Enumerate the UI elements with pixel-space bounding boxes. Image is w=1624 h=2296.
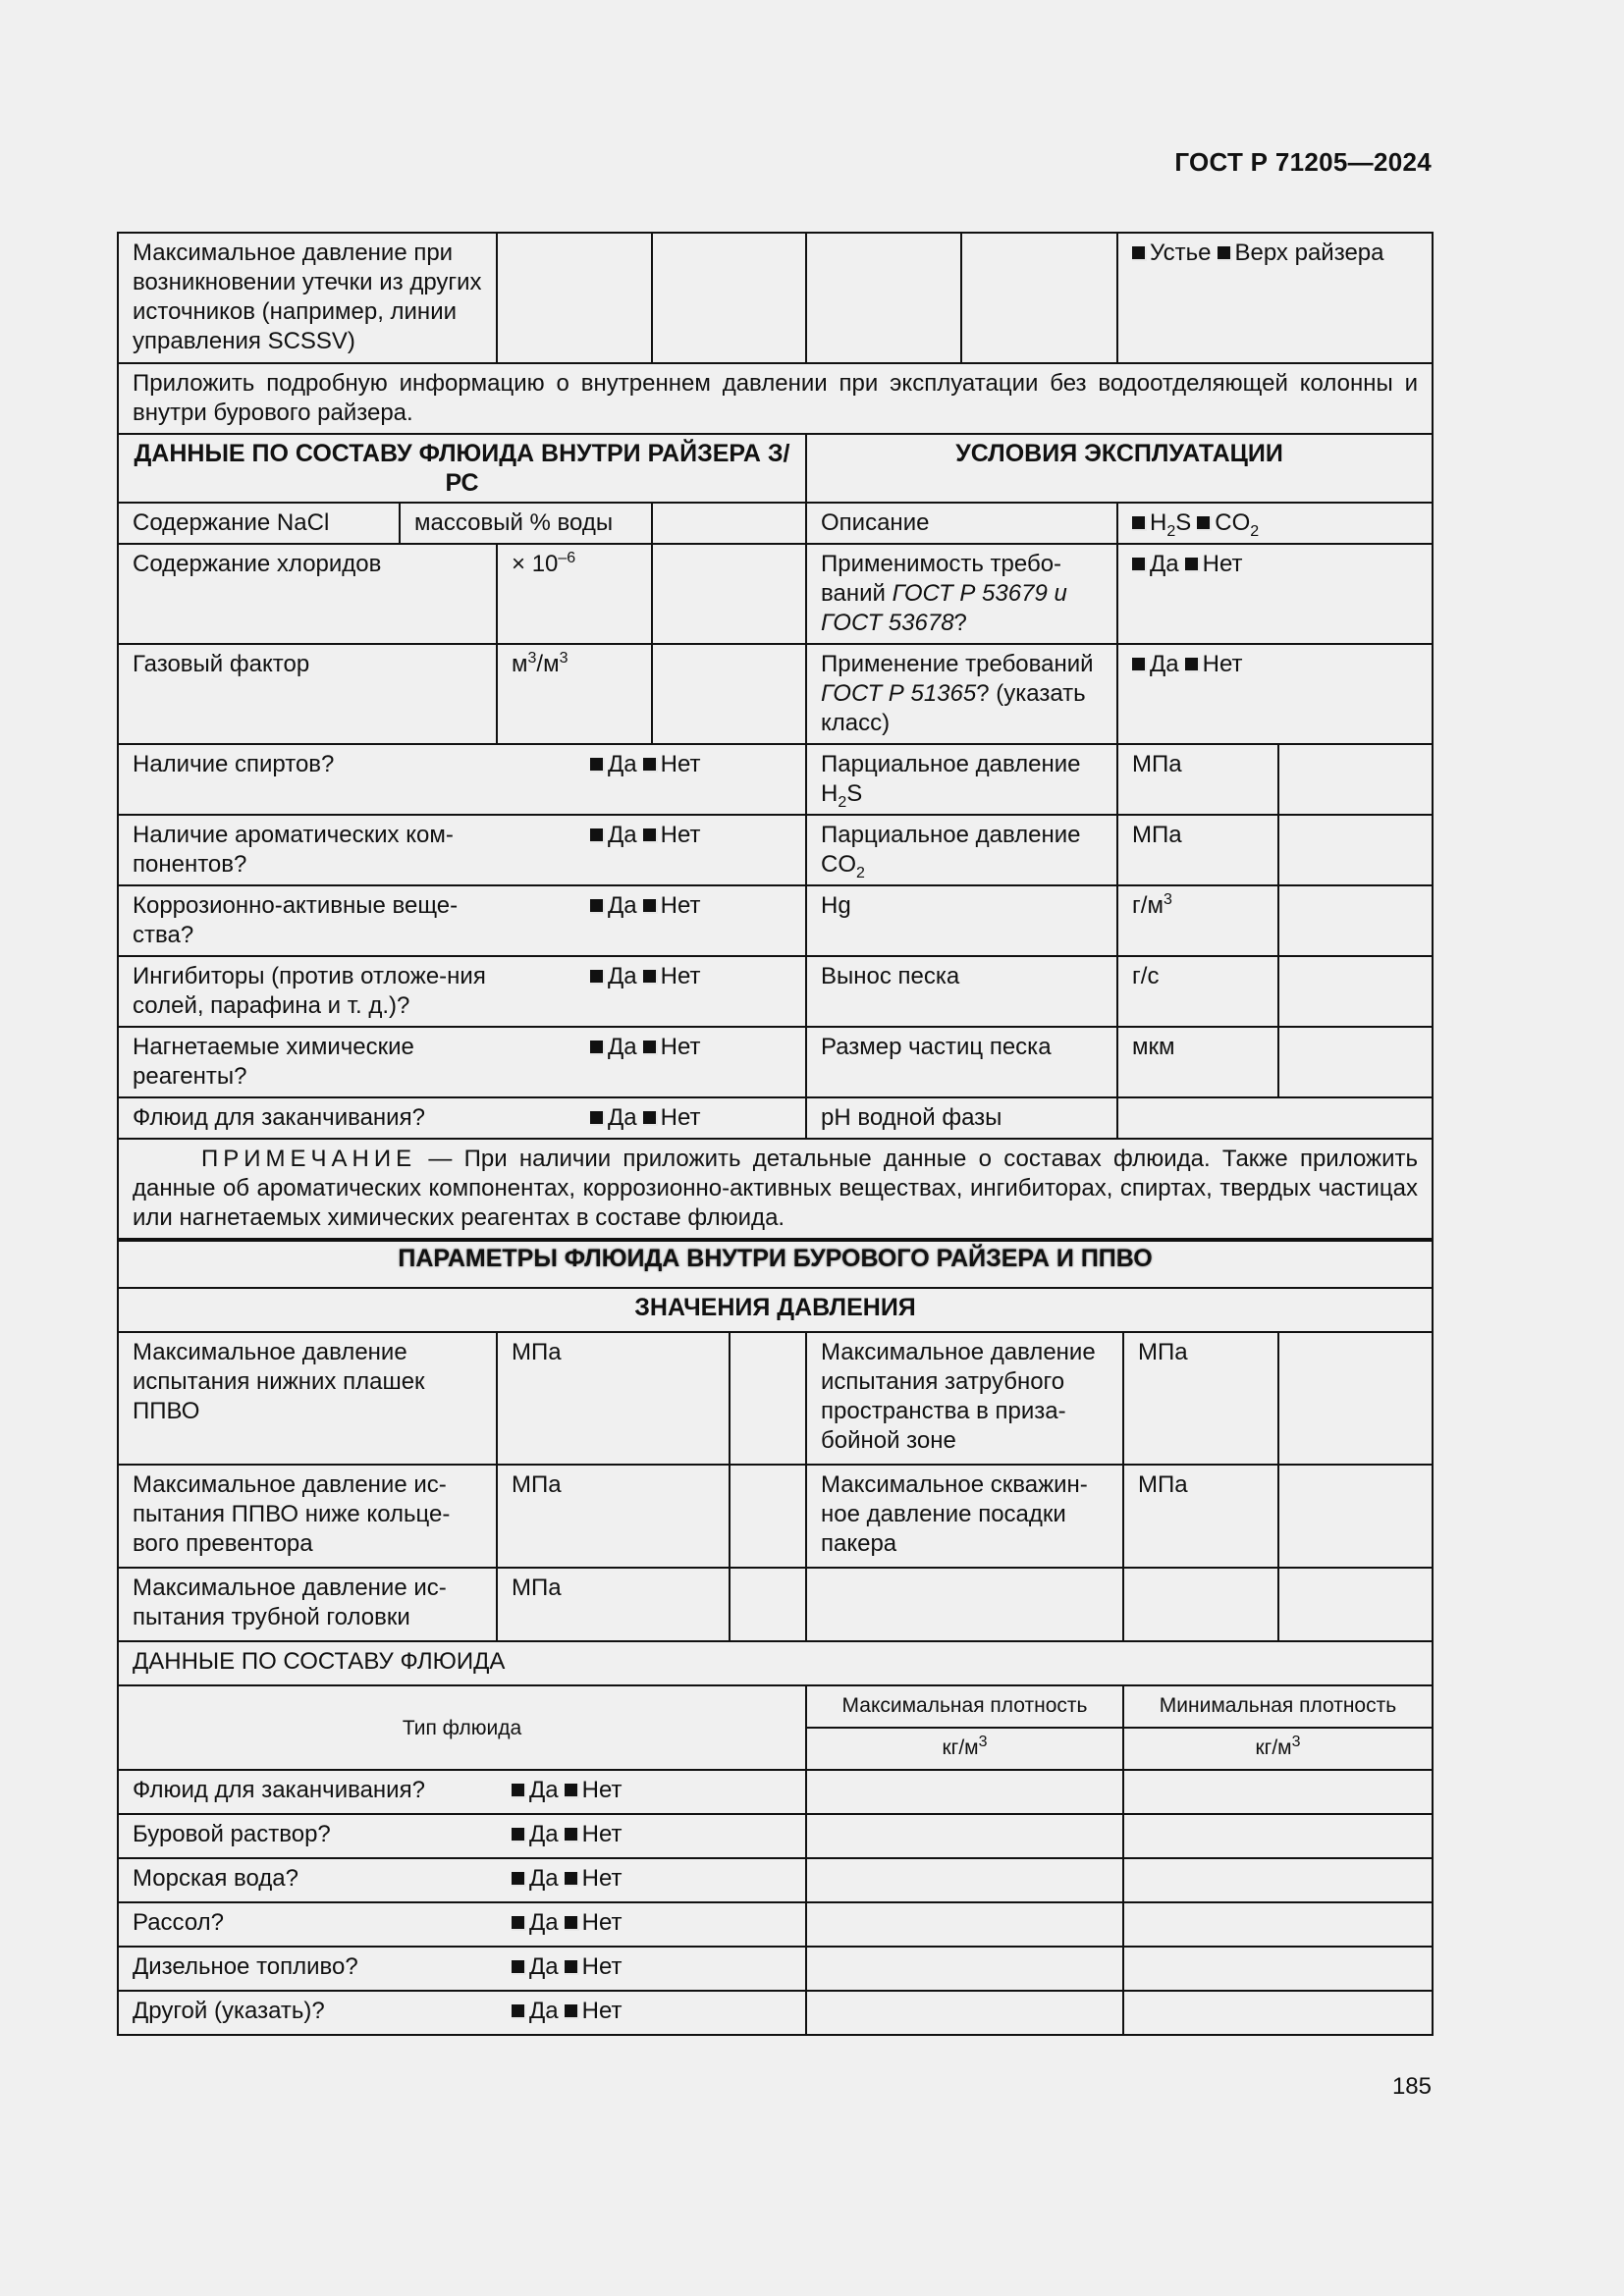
checkbox-riser-top[interactable]: Верх райзера	[1218, 239, 1384, 268]
table-row	[118, 744, 1433, 815]
yes-no-checkboxes	[512, 1908, 627, 1938]
input-cell[interactable]	[806, 1814, 1123, 1858]
gas-checkboxes	[1117, 503, 1433, 544]
unit-label: МПа	[1123, 1465, 1278, 1568]
input-cell[interactable]	[806, 1947, 1123, 1991]
annulus-label: Максимальное давление испытания затрубного пространства в приза-бойной зоне	[806, 1332, 1123, 1465]
checkbox-wellhead[interactable]: Устье	[1132, 239, 1211, 268]
table-row	[118, 503, 1433, 544]
yes-no-checkboxes	[590, 962, 706, 991]
yes-no-checkboxes	[1117, 544, 1433, 644]
yes-no-checkboxes	[590, 1103, 706, 1133]
fluid-label: Дизельное топливо?	[133, 1953, 358, 1980]
checkbox-no[interactable]: Нет	[565, 1908, 623, 1938]
table-row	[118, 1139, 1433, 1241]
below-annular-label: Максимальное давление ис-пытания ППВО ниже кольце-вого превентора	[118, 1465, 497, 1568]
question-cell	[118, 815, 806, 885]
input-cell[interactable]	[1278, 1027, 1433, 1097]
checkbox-yes[interactable]: Да	[512, 1776, 559, 1805]
max-density-header: Максимальная плотность	[806, 1685, 1123, 1728]
checkbox-yes[interactable]: Да	[512, 1864, 559, 1894]
checkbox-yes[interactable]: Да	[1132, 650, 1179, 679]
table-row	[118, 956, 1433, 1027]
checkbox-icon	[1132, 558, 1147, 572]
checkbox-icon	[512, 2004, 526, 2019]
table-row	[118, 1332, 1433, 1465]
checkbox-icon	[565, 1784, 579, 1798]
question-cell	[118, 956, 806, 1027]
unit-label: МПа	[497, 1332, 730, 1465]
table-row	[118, 363, 1433, 434]
lower-rams-label: Максимальное давление испытания нижних плашек ППВО	[118, 1332, 497, 1465]
checkbox-no[interactable]: Нет	[565, 1820, 623, 1849]
input-cell[interactable]	[806, 1858, 1123, 1902]
packer-label: Максимальное скважин-ное давление посадки пакера	[806, 1465, 1123, 1568]
checkbox-icon	[643, 970, 658, 985]
fluid-type-cell	[118, 1991, 806, 2035]
checkbox-icon	[565, 1872, 579, 1887]
checkbox-no[interactable]: Нет	[643, 821, 701, 850]
checkbox-h2s[interactable]: $H_2S$	[1132, 508, 1191, 538]
checkbox-icon	[1185, 658, 1200, 672]
partial-h2s-unit: МПа	[1117, 744, 1278, 815]
input-cell[interactable]	[1123, 1991, 1433, 2035]
table-row	[118, 434, 1433, 503]
inhibitors-label: Ингибиторы (против отложе-ния солей, парафина и т. д.)?	[133, 963, 486, 1019]
yes-no-checkboxes	[590, 821, 706, 850]
input-cell[interactable]	[1278, 744, 1433, 815]
table-row	[118, 1858, 1433, 1902]
input-cell[interactable]	[1123, 1814, 1433, 1858]
table-row	[118, 1027, 1433, 1097]
table-row	[118, 1947, 1433, 1991]
yes-no-checkboxes	[512, 1864, 627, 1894]
hg-label: Hg	[806, 885, 1117, 956]
completion-fluid-label: Флюид для заканчивания?	[133, 1104, 425, 1131]
checkbox-yes[interactable]: Да	[590, 821, 637, 850]
standard-number: ГОСТ Р 71205—2024	[1174, 147, 1432, 177]
checkbox-icon	[643, 1111, 658, 1126]
corrosive-label: Коррозионно-активные веще-ства?	[133, 892, 459, 948]
checkbox-icon	[643, 758, 658, 773]
riser-bop-fluid-parameters-table	[117, 1238, 1434, 2036]
input-cell[interactable]	[1278, 956, 1433, 1027]
input-cell[interactable]	[730, 1465, 806, 1568]
checkbox-icon	[512, 1960, 526, 1975]
fluid-type-cell	[118, 1770, 806, 1814]
checkbox-no[interactable]: Нет	[1185, 550, 1243, 579]
input-cell[interactable]	[1123, 1947, 1433, 1991]
input-cell[interactable]	[730, 1332, 806, 1465]
input-cell[interactable]	[730, 1568, 806, 1641]
checkbox-yes[interactable]: Да	[1132, 550, 1179, 579]
checkbox-icon	[643, 828, 658, 843]
input-cell[interactable]	[497, 233, 652, 363]
density-unit: $кг/м^3$	[1123, 1728, 1433, 1770]
table-row	[118, 1991, 1433, 2035]
table-row	[118, 885, 1433, 956]
yes-no-checkboxes	[512, 1952, 627, 1982]
input-cell[interactable]	[1123, 1568, 1278, 1641]
description-label: Описание	[806, 503, 1117, 544]
input-cell[interactable]	[1278, 1568, 1433, 1641]
input-cell[interactable]	[1117, 1097, 1433, 1139]
checkbox-icon	[590, 1111, 605, 1126]
yes-no-checkboxes	[590, 891, 706, 921]
chlorides-unit: × $10^{-6}$	[497, 544, 652, 644]
table-row	[118, 1465, 1433, 1568]
table-row	[118, 233, 1433, 363]
tubing-head-label: Максимальное давление ис-пытания трубной головки	[118, 1568, 497, 1641]
nacl-label: Содержание NaCl	[118, 503, 400, 544]
applicability-label: Применимость требо- ваний ГОСТ Р 53679 и ГОСТ 53678?	[806, 544, 1117, 644]
unit-label: МПа	[1123, 1332, 1278, 1465]
input-cell[interactable]	[652, 544, 806, 644]
question-cell	[118, 1097, 806, 1139]
input-cell[interactable]	[1123, 1770, 1433, 1814]
page-number: 185	[1391, 2073, 1432, 2100]
table-row	[118, 815, 1433, 885]
checkbox-co2[interactable]: $CO_2$	[1197, 508, 1259, 538]
checkbox-no[interactable]: Нет	[565, 1952, 623, 1982]
fluid-label: Буровой раствор?	[133, 1821, 331, 1847]
checkbox-icon	[565, 1960, 579, 1975]
checkbox-no[interactable]: Нет	[643, 1033, 701, 1062]
input-cell[interactable]	[1123, 1858, 1433, 1902]
riser-fluid-composition-table	[117, 232, 1434, 1242]
checkbox-icon	[512, 1784, 526, 1798]
checkbox-icon	[512, 1916, 526, 1931]
table-row	[118, 1568, 1433, 1641]
table-row	[118, 1685, 1433, 1728]
table-row	[118, 1641, 1433, 1685]
ph-label: pH водной фазы	[806, 1097, 1117, 1139]
fluid-label: Рассол?	[133, 1909, 224, 1936]
yes-no-checkboxes	[590, 750, 706, 779]
yes-no-checkboxes	[512, 1776, 627, 1805]
section-header-fluid-composition: ДАННЫЕ ПО СОСТАВУ ФЛЮИДА ВНУТРИ РАЙЗЕРА З/РС	[118, 434, 806, 503]
checkbox-yes[interactable]: Да	[512, 1997, 559, 2026]
input-cell[interactable]	[1278, 815, 1433, 885]
fluid-type-cell	[118, 1902, 806, 1947]
unit-label: МПа	[497, 1568, 730, 1641]
fluid-label: Другой (указать)?	[133, 1998, 325, 2024]
aromatic-label: Наличие ароматических ком-понентов?	[133, 822, 454, 878]
sand-size-label: Размер частиц песка	[806, 1027, 1117, 1097]
section-header-operating-conditions: УСЛОВИЯ ЭКСПЛУАТАЦИИ	[806, 434, 1433, 503]
checkbox-no[interactable]: Нет	[643, 750, 701, 779]
yes-no-checkboxes	[512, 1820, 627, 1849]
min-density-header: Минимальная плотность	[1123, 1685, 1433, 1728]
checkbox-no[interactable]: Нет	[565, 1864, 623, 1894]
checkbox-yes[interactable]: Да	[512, 1952, 559, 1982]
location-checkboxes	[1117, 233, 1433, 363]
hg-unit: $г/м^3$	[1117, 885, 1278, 956]
unit-label: МПа	[497, 1465, 730, 1568]
partial-co2-unit: МПа	[1117, 815, 1278, 885]
gas-factor-label: Газовый фактор	[118, 644, 497, 744]
table-row	[118, 1097, 1433, 1139]
sand-rate-label: Вынос песка	[806, 956, 1117, 1027]
checkbox-icon	[590, 1041, 605, 1055]
note-text: — При наличии приложить детальные данные о составах флюида. Также приложить данные об ароматических компонентах, коррозионно-активных веществах, ингибиторах, спиртах, твердых частицах или нагнетаемых химических реагентах в составе флюида.	[133, 1146, 1419, 1231]
input-cell[interactable]	[652, 644, 806, 744]
checkbox-icon	[1218, 246, 1232, 261]
table-row	[118, 1902, 1433, 1947]
fluid-type-cell	[118, 1947, 806, 1991]
section-title: ПАРАМЕТРЫ ФЛЮИДА ВНУТРИ БУРОВОГО РАЙЗЕРА И ППВО	[118, 1239, 1433, 1288]
input-cell[interactable]	[652, 503, 806, 544]
checkbox-yes[interactable]: Да	[590, 891, 637, 921]
table-row	[118, 1814, 1433, 1858]
chlorides-label: Содержание хлоридов	[118, 544, 497, 644]
nacl-unit: массовый % воды	[400, 503, 652, 544]
checkbox-icon	[512, 1872, 526, 1887]
input-cell[interactable]	[1278, 885, 1433, 956]
table-row	[118, 544, 1433, 644]
gas-factor-unit: $м^3/м^3$	[497, 644, 652, 744]
yes-no-checkboxes	[512, 1997, 627, 2026]
checkbox-icon	[1132, 246, 1147, 261]
checkbox-no[interactable]: Нет	[643, 891, 701, 921]
checkbox-yes[interactable]: Да	[590, 1103, 637, 1133]
question-cell	[118, 885, 806, 956]
checkbox-icon	[590, 828, 605, 843]
density-unit: $кг/м^3$	[806, 1728, 1123, 1770]
fluid-type-cell	[118, 1814, 806, 1858]
checkbox-yes[interactable]: Да	[590, 962, 637, 991]
note	[118, 1139, 1433, 1241]
input-cell[interactable]	[961, 233, 1117, 363]
sand-size-unit: мкм	[1117, 1027, 1278, 1097]
checkbox-yes[interactable]: Да	[590, 750, 637, 779]
table-row	[118, 1770, 1433, 1814]
checkbox-no[interactable]: Нет	[643, 1103, 701, 1133]
question-cell	[118, 744, 806, 815]
checkbox-yes[interactable]: Да	[590, 1033, 637, 1062]
input-cell[interactable]	[806, 1991, 1123, 2035]
checkbox-no[interactable]: Нет	[643, 962, 701, 991]
partial-h2s-label: Парциальное давление $H_2S$	[806, 744, 1117, 815]
yes-no-checkboxes	[590, 1033, 706, 1062]
checkbox-no[interactable]: Нет	[1185, 650, 1243, 679]
checkbox-icon	[565, 1828, 579, 1842]
checkbox-icon	[590, 758, 605, 773]
composition-header: ДАННЫЕ ПО СОСТАВУ ФЛЮИДА	[118, 1641, 1433, 1685]
checkbox-icon	[1185, 558, 1200, 572]
application-label: Применение требований ГОСТ Р 51365? (указать класс)	[806, 644, 1117, 744]
partial-co2-label: Парциальное давление $CO_2$	[806, 815, 1117, 885]
fluid-type-cell	[118, 1858, 806, 1902]
input-cell[interactable]	[1123, 1902, 1433, 1947]
input-cell[interactable]	[652, 233, 806, 363]
input-cell[interactable]	[806, 233, 961, 363]
checkbox-icon	[512, 1828, 526, 1842]
checkbox-icon	[1132, 658, 1147, 672]
input-cell[interactable]	[1278, 1465, 1433, 1568]
table-row	[118, 644, 1433, 744]
sand-rate-unit: г/с	[1117, 956, 1278, 1027]
yes-no-checkboxes	[1117, 644, 1433, 744]
checkbox-icon	[565, 2004, 579, 2019]
input-cell[interactable]	[806, 1568, 1123, 1641]
checkbox-icon	[643, 1041, 658, 1055]
section-subtitle: ЗНАЧЕНИЯ ДАВЛЕНИЯ	[118, 1288, 1433, 1332]
attach-note: Приложить подробную информацию о внутреннем давлении при эксплуатации без водоотделяющей колонны и внутри бурового райзера.	[118, 363, 1433, 434]
checkbox-icon	[565, 1916, 579, 1931]
input-cell[interactable]	[806, 1902, 1123, 1947]
checkbox-icon	[1132, 516, 1147, 531]
checkbox-no[interactable]: Нет	[565, 1776, 623, 1805]
input-cell[interactable]	[806, 1770, 1123, 1814]
checkbox-yes[interactable]: Да	[512, 1908, 559, 1938]
note-lead: ПРИМЕЧАНИЕ	[201, 1146, 417, 1172]
alcohols-label: Наличие спиртов?	[133, 751, 335, 777]
fluid-type-header: Тип флюида	[118, 1685, 806, 1770]
input-cell[interactable]	[1278, 1332, 1433, 1465]
table-row	[118, 1239, 1433, 1288]
checkbox-icon	[590, 899, 605, 914]
checkbox-icon	[643, 899, 658, 914]
table-row	[118, 1288, 1433, 1332]
fluid-label: Морская вода?	[133, 1865, 298, 1892]
question-cell	[118, 1027, 806, 1097]
checkbox-no[interactable]: Нет	[565, 1997, 623, 2026]
checkbox-icon	[1197, 516, 1212, 531]
fluid-label: Флюид для заканчивания?	[133, 1777, 425, 1803]
injected-chemicals-label: Нагнетаемые химические реагенты?	[133, 1034, 414, 1090]
leak-pressure-label: Максимальное давление при возникновении утечки из других источников (например, линии управления SCSSV)	[118, 233, 497, 363]
checkbox-icon	[590, 970, 605, 985]
checkbox-yes[interactable]: Да	[512, 1820, 559, 1849]
